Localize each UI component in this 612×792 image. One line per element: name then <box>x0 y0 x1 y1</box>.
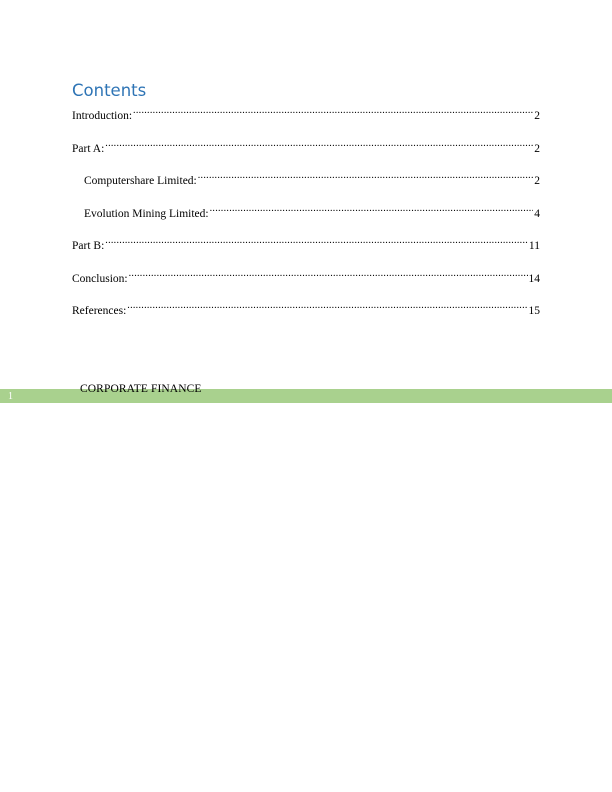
toc-entry-page: 11 <box>528 240 540 252</box>
toc-entry-part-b[interactable] <box>72 233 540 252</box>
toc-dot-leader <box>105 233 528 249</box>
footer-title: CORPORATE FINANCE <box>80 383 202 395</box>
toc-entry-part-a[interactable] <box>72 136 540 155</box>
toc-entry-label: Introduction: <box>72 110 133 122</box>
toc-dot-leader <box>105 136 533 152</box>
toc-dot-leader <box>133 103 533 119</box>
page-number: 1 <box>8 391 13 402</box>
toc-entry-computershare[interactable] <box>72 168 540 187</box>
toc-entry-label: Evolution Mining Limited: <box>84 207 209 220</box>
toc-entry-page: 15 <box>528 305 540 317</box>
toc-dot-leader <box>127 298 527 314</box>
toc-entry-label: Part B: <box>72 240 105 252</box>
toc-entry-label: References: <box>72 305 127 317</box>
toc-entry-conclusion[interactable] <box>72 266 540 285</box>
toc-entry-label: Conclusion: <box>72 272 128 285</box>
toc-entry-introduction[interactable] <box>72 103 540 122</box>
toc-entry-page: 14 <box>528 272 540 285</box>
toc-entry-page: 4 <box>534 207 540 220</box>
toc-entry-page: 2 <box>534 110 540 122</box>
toc-dot-leader <box>210 201 534 217</box>
toc-heading: Contents <box>72 81 147 100</box>
toc-entry-label: Part A: <box>72 142 105 155</box>
toc-entry-label: Computershare Limited: <box>84 175 197 187</box>
toc-entry-evolution-mining[interactable] <box>72 201 540 220</box>
toc-dot-leader <box>198 168 534 184</box>
table-of-contents <box>72 103 540 331</box>
toc-entry-page: 2 <box>534 142 540 155</box>
toc-dot-leader <box>129 266 528 282</box>
toc-entry-page: 2 <box>534 175 540 187</box>
toc-entry-references[interactable] <box>72 298 540 317</box>
